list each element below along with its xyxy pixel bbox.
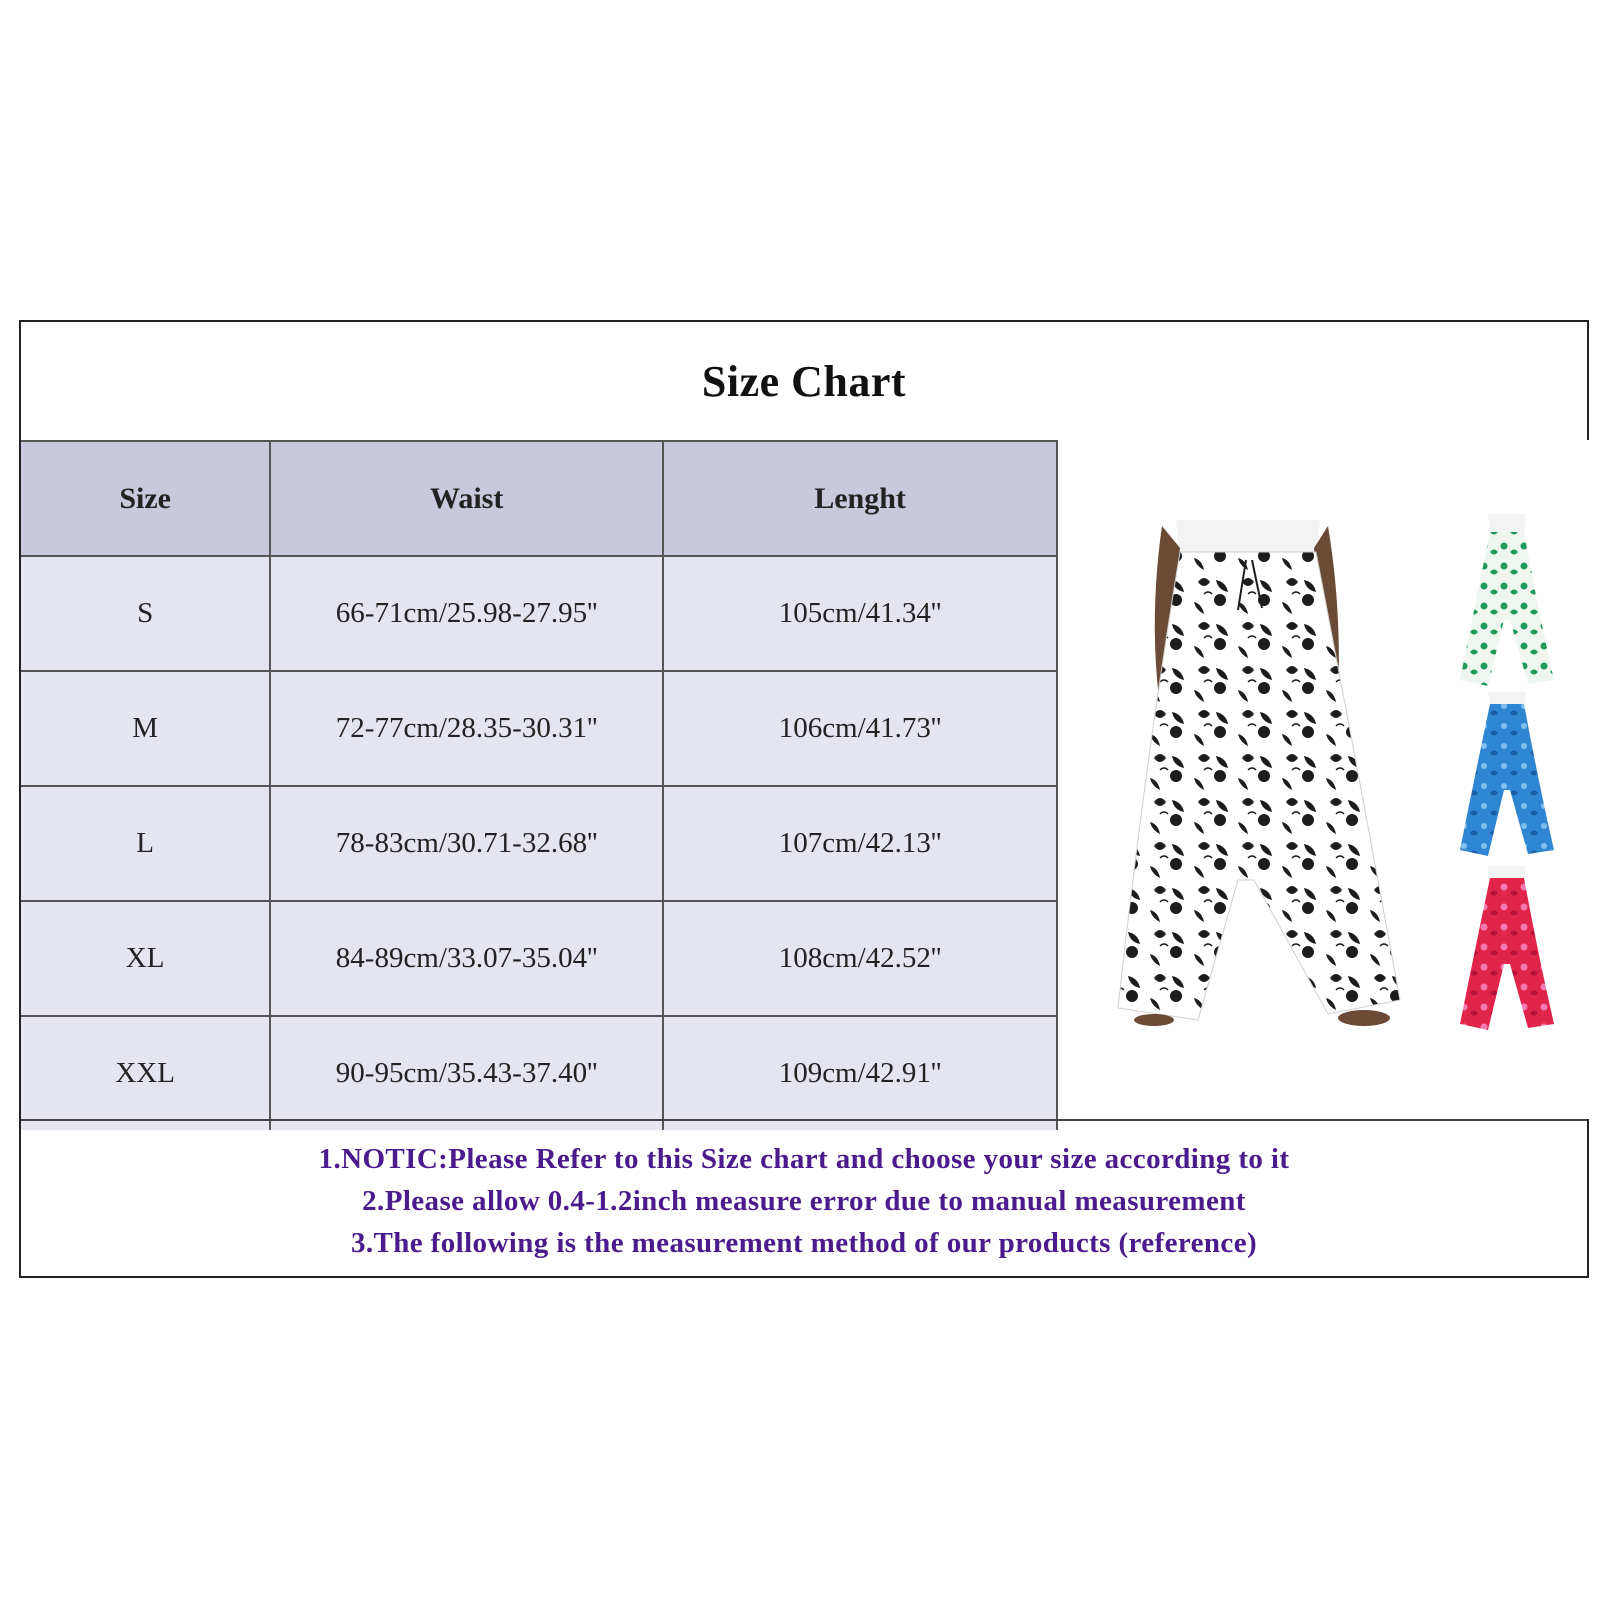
product-photo-area [1058, 440, 1589, 1119]
waist-cell: 84-89cm/33.07-35.04'' [270, 901, 663, 1016]
length-cell: 108cm/42.52'' [663, 901, 1057, 1016]
table-row [21, 556, 1057, 671]
table-row [21, 901, 1057, 1016]
red-variant-image [1460, 866, 1554, 1030]
note-line: 3.The following is the measurement method of our products (reference) [350, 1226, 1258, 1259]
header-size: Size [21, 441, 270, 556]
green-variant-image [1460, 514, 1554, 686]
length-cell: 105cm/41.34'' [663, 556, 1057, 671]
table-row [21, 671, 1057, 786]
length-cell: 106cm/41.73'' [663, 671, 1057, 786]
table-header-row [21, 441, 1057, 556]
main-product-image [1058, 440, 1589, 1119]
size-cell: S [21, 556, 270, 671]
length-cell: 109cm/42.91'' [663, 1016, 1057, 1130]
header-waist: Waist [270, 441, 663, 556]
size-chart-frame [19, 320, 1589, 1278]
waist-cell: 72-77cm/28.35-30.31'' [270, 671, 663, 786]
size-cell: L [21, 786, 270, 901]
table-row [21, 786, 1057, 901]
note-line: 1.NOTIC:Please Refer to this Size chart and choose your size according to it [318, 1142, 1290, 1175]
size-cell: M [21, 671, 270, 786]
blue-variant-image [1460, 692, 1554, 856]
header-length: Lenght [663, 441, 1057, 556]
title-row [21, 322, 1587, 442]
note-line: 2.Please allow 0.4-1.2inch measure error due to manual measurement [362, 1184, 1246, 1217]
waist-cell: 78-83cm/30.71-32.68'' [270, 786, 663, 901]
table-row [21, 1016, 1057, 1130]
waist-cell: 90-95cm/35.43-37.40'' [270, 1016, 663, 1130]
length-cell: 107cm/42.13'' [663, 786, 1057, 901]
size-chart-title: Size Chart [701, 356, 907, 406]
size-table [21, 440, 1058, 1130]
size-cell: XXL [21, 1016, 270, 1130]
notes-section [21, 1119, 1587, 1280]
size-cell: XL [21, 901, 270, 1016]
waist-cell: 66-71cm/25.98-27.95'' [270, 556, 663, 671]
